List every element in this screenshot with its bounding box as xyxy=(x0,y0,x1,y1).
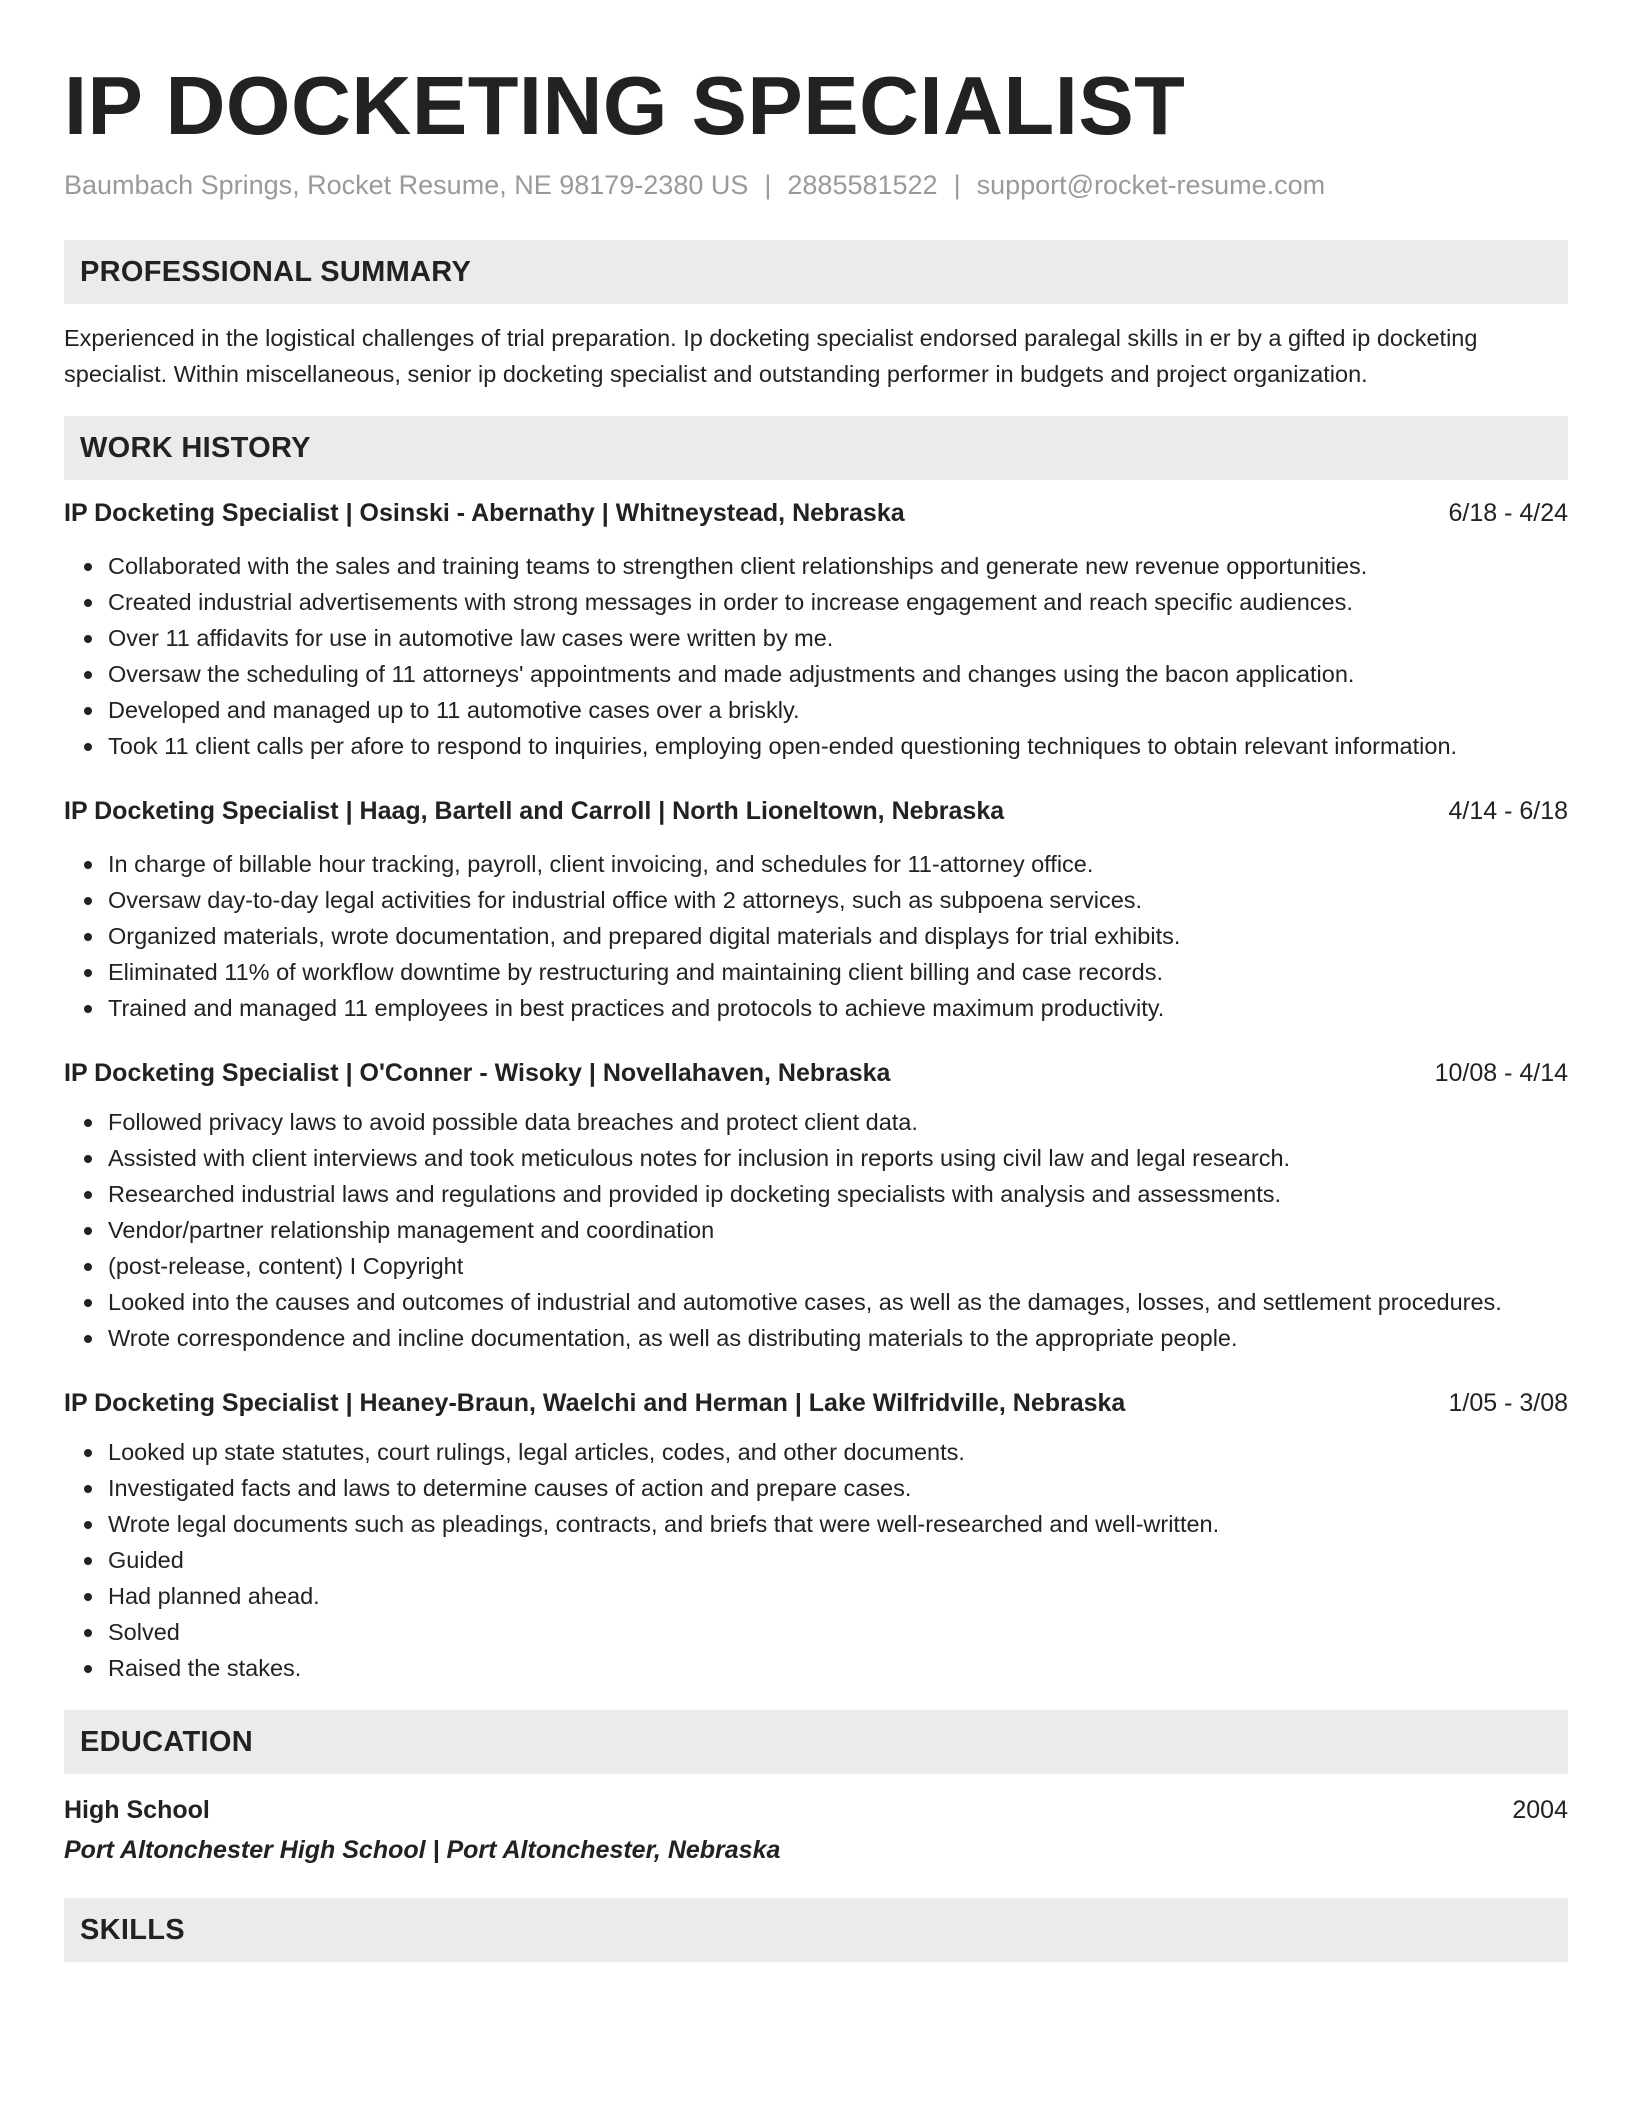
job-bullet: Had planned ahead. xyxy=(108,1578,1568,1614)
job-bullet: Wrote legal documents such as pleadings, contracts, and briefs that were well-researched and well-written. xyxy=(108,1506,1568,1542)
job-bullet: Researched industrial laws and regulations and provided ip docketing specialists with analysis and assessments. xyxy=(108,1176,1568,1212)
job-bullet: Oversaw day-to-day legal activities for industrial office with 2 attorneys, such as subpoena services. xyxy=(108,882,1568,918)
job-bullets xyxy=(64,1434,1568,1686)
job-entry xyxy=(64,794,1568,1026)
job-bullet: Over 11 affidavits for use in automotive law cases were written by me. xyxy=(108,620,1568,656)
job-bullet: Looked into the causes and outcomes of industrial and automotive cases, as well as the damages, losses, and settlement procedures. xyxy=(108,1284,1568,1320)
job-bullet: In charge of billable hour tracking, payroll, client invoicing, and schedules for 11-attorney office. xyxy=(108,846,1568,882)
job-bullets xyxy=(64,1104,1568,1356)
job-bullet: Developed and managed up to 11 automotive cases over a briskly. xyxy=(108,692,1568,728)
job-header xyxy=(64,794,1568,828)
job-bullet: Vendor/partner relationship management and coordination xyxy=(108,1212,1568,1248)
contact-separator: | xyxy=(953,170,961,200)
job-bullets xyxy=(64,548,1568,764)
job-header xyxy=(64,1386,1568,1420)
job-bullet: Followed privacy laws to avoid possible data breaches and protect client data. xyxy=(108,1104,1568,1140)
contact-address: Baumbach Springs, Rocket Resume, NE 98179-2380 US xyxy=(64,170,749,200)
job-bullet: Guided xyxy=(108,1542,1568,1578)
job-bullet: (post-release, content) I Copyright xyxy=(108,1248,1568,1284)
job-bullet: Eliminated 11% of workflow downtime by restructuring and maintaining client billing and case records. xyxy=(108,954,1568,990)
job-bullet: Assisted with client interviews and took meticulous notes for inclusion in reports using civil law and legal research. xyxy=(108,1140,1568,1176)
job-dates: 6/18 - 4/24 xyxy=(1448,499,1568,527)
section-header-education: EDUCATION xyxy=(64,1710,1568,1774)
summary-text: Experienced in the logistical challenges of trial preparation. Ip docketing specialist endorsed paralegal skills in er by a gifted ip docketing specialist. Within miscellaneous, senior ip docketing specialist and outstanding performer in budgets and project organization. xyxy=(64,325,1478,387)
job-bullet: Investigated facts and laws to determine causes of action and prepare cases. xyxy=(108,1470,1568,1506)
job-entry xyxy=(64,1386,1568,1686)
job-bullet: Wrote correspondence and incline documentation, as well as distributing materials to the appropriate people. xyxy=(108,1320,1568,1356)
section-header-work-history: WORK HISTORY xyxy=(64,416,1568,480)
job-bullet: Collaborated with the sales and training teams to strengthen client relationships and generate new revenue opportunities. xyxy=(108,548,1568,584)
contact-separator: | xyxy=(764,170,772,200)
job-bullets xyxy=(64,846,1568,1026)
education-year: 2004 xyxy=(1512,1796,1568,1824)
job-bullet: Solved xyxy=(108,1614,1568,1650)
job-entry xyxy=(64,1056,1568,1356)
section-header-summary: PROFESSIONAL SUMMARY xyxy=(64,240,1568,304)
education-degree: High School xyxy=(64,1796,210,1824)
job-bullet: Created industrial advertisements with strong messages in order to increase engagement and reach specific audiences. xyxy=(108,584,1568,620)
education-header xyxy=(64,1792,1568,1828)
job-bullet: Took 11 client calls per afore to respond to inquiries, employing open-ended questioning techniques to obtain relevant information. xyxy=(108,728,1568,764)
job-title: IP Docketing Specialist | Osinski - Abernathy | Whitneystead, Nebraska xyxy=(64,499,905,527)
job-bullet: Organized materials, wrote documentation, and prepared digital materials and displays for trial exhibits. xyxy=(108,918,1568,954)
job-header xyxy=(64,1056,1568,1090)
education-school: Port Altonchester High School | Port Altonchester, Nebraska xyxy=(64,1836,781,1864)
job-title: IP Docketing Specialist | Heaney-Braun, Waelchi and Herman | Lake Wilfridville, Nebraska xyxy=(64,1389,1126,1417)
section-header-skills: SKILLS xyxy=(64,1898,1568,1962)
job-bullet: Trained and managed 11 employees in best practices and protocols to achieve maximum productivity. xyxy=(108,990,1568,1026)
job-title: IP Docketing Specialist | O'Conner - Wisoky | Novellahaven, Nebraska xyxy=(64,1059,891,1087)
job-dates: 4/14 - 6/18 xyxy=(1448,797,1568,825)
job-header xyxy=(64,496,1568,530)
job-entry xyxy=(64,496,1568,764)
job-bullet: Oversaw the scheduling of 11 attorneys' appointments and made adjustments and changes using the bacon application. xyxy=(108,656,1568,692)
job-title: IP Docketing Specialist | Haag, Bartell and Carroll | North Lioneltown, Nebraska xyxy=(64,797,1005,825)
contact-phone: 2885581522 xyxy=(787,170,938,200)
job-dates: 10/08 - 4/14 xyxy=(1434,1059,1568,1087)
resume-title: IP DOCKETING SPECIALIST xyxy=(64,59,1186,152)
job-bullet: Looked up state statutes, court rulings, legal articles, codes, and other documents. xyxy=(108,1434,1568,1470)
job-bullet: Raised the stakes. xyxy=(108,1650,1568,1686)
job-dates: 1/05 - 3/08 xyxy=(1448,1389,1568,1417)
contact-email: support@rocket-resume.com xyxy=(976,170,1326,200)
education-entry xyxy=(64,1792,1568,1868)
contact-line xyxy=(64,168,1568,202)
